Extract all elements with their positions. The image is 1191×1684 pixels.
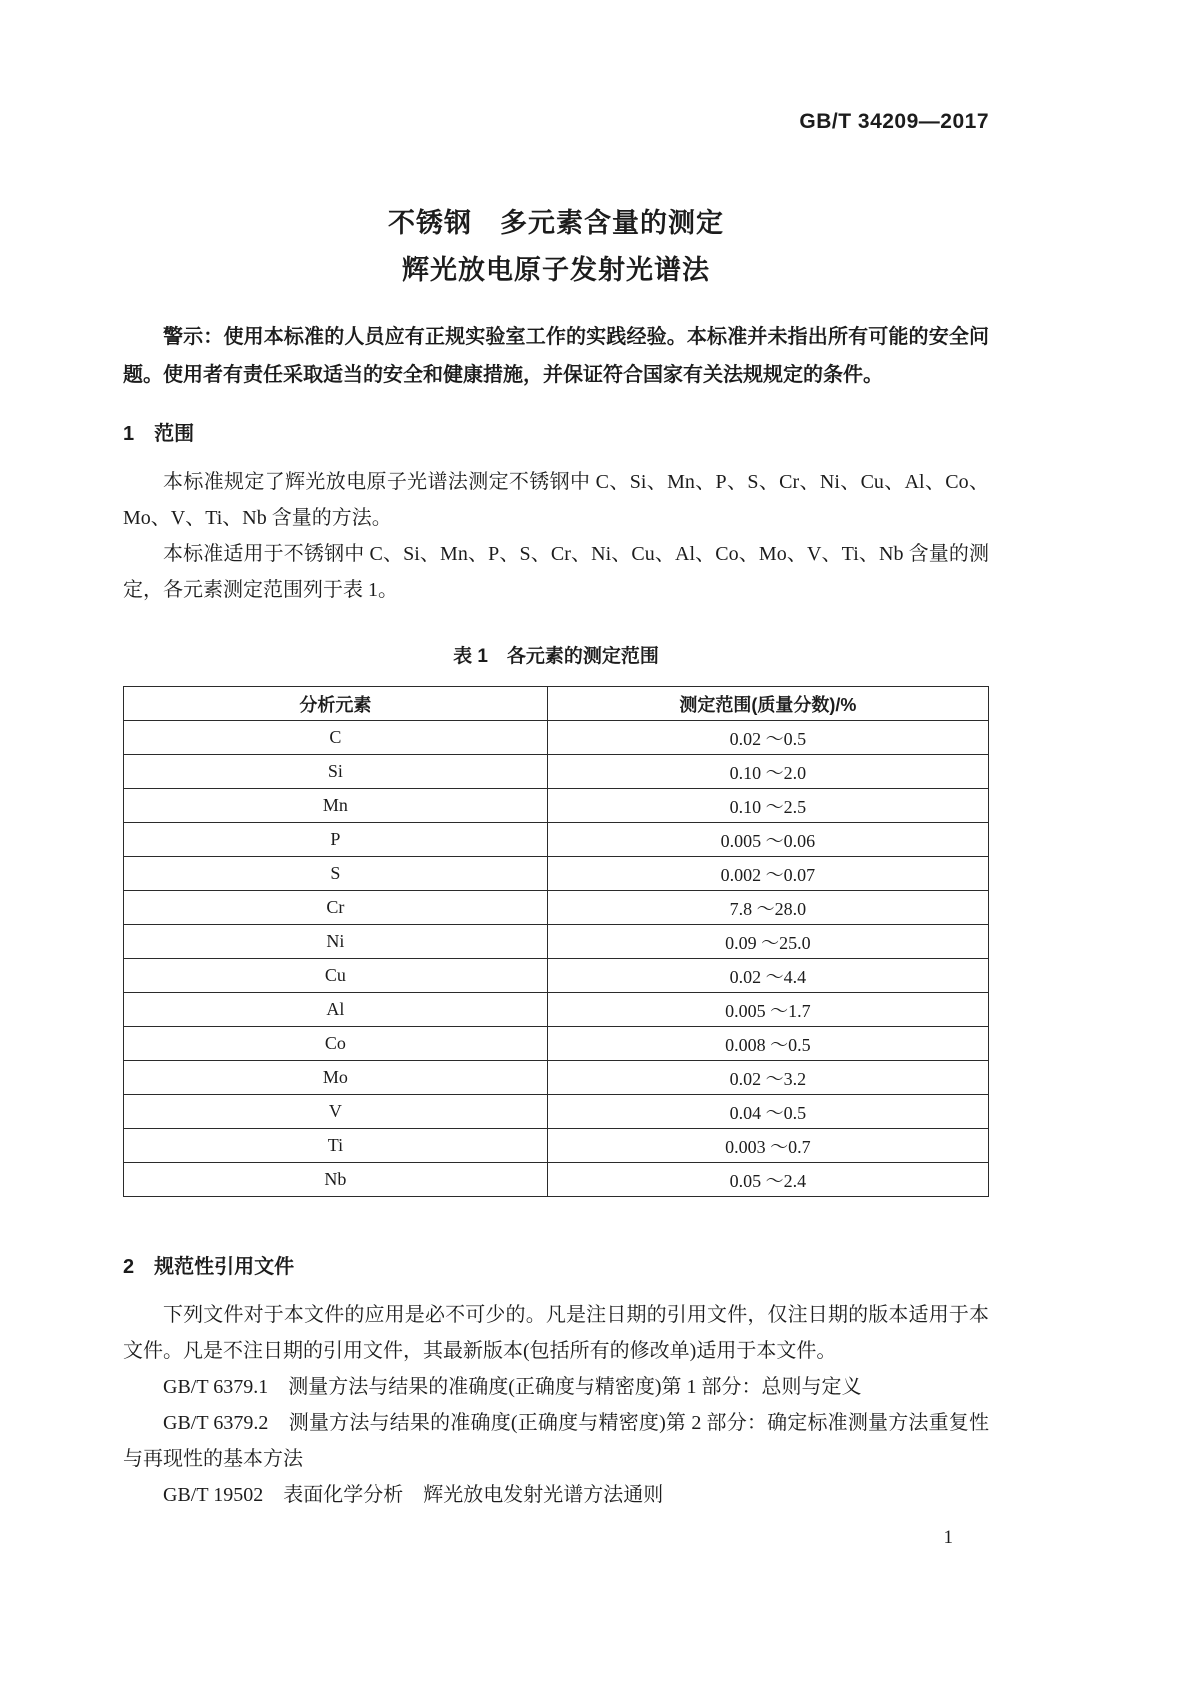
table-caption: 表 1 各元素的测定范围 [453,646,659,667]
doc-number: GB/T 34209—2017 [799,110,989,133]
doc-title-line1: 不锈钢 多元素含量的测定 [388,208,724,238]
range-cell: 0.04 ～0.5 [547,1095,988,1129]
range-cell: 0.002 ～0.07 [547,857,988,891]
reference-item: GB/T 19502 表面化学分析 辉光放电发射光谱方法通则 [163,1484,664,1506]
element-cell: Mn [124,789,548,823]
range-cell: 0.02 ～0.5 [547,721,988,755]
element-cell: Cu [124,959,548,993]
range-cell: 0.02 ～4.4 [547,959,988,993]
element-cell: Cr [124,891,548,925]
table-row [124,1027,989,1061]
table-row [124,993,989,1027]
measurement-range-table [123,686,989,1197]
table-row [124,925,989,959]
range-cell: 0.003 ～0.7 [547,1129,988,1163]
element-cell: Si [124,755,548,789]
table-header-row [124,687,989,721]
section-1-para-1: 本标准规定了辉光放电原子光谱法测定不锈钢中 C、Si、Mn、P、S、Cr、Ni、Cu、Al、Co、Mo、V、Ti、Nb 含量的方法。 [123,471,989,529]
table-header-range: 测定范围(质量分数)/% [547,687,988,721]
range-cell: 0.05 ～2.4 [547,1163,988,1197]
normative-references [123,1369,989,1513]
element-cell: Ti [124,1129,548,1163]
range-cell: 0.10 ～2.0 [547,755,988,789]
doc-title [123,200,989,294]
warning-text: 警示：使用本标准的人员应有正规实验室工作的实践经验。本标准并未指出所有可能的安全问题。使用者有责任采取适当的安全和健康措施，并保证符合国家有关法规规定的条件。 [123,326,989,386]
section-1-heading: 1 范围 [123,423,195,445]
section-2-para-1: 下列文件对于本文件的应用是必不可少的。凡是注日期的引用文件，仅注日期的版本适用于本文件。凡是不注日期的引用文件，其最新版本(包括所有的修改单)适用于本文件。 [123,1304,989,1362]
table-row [124,1163,989,1197]
table-row [124,721,989,755]
element-cell: P [124,823,548,857]
table-header-element: 分析元素 [124,687,548,721]
table-row [124,1095,989,1129]
element-cell: C [124,721,548,755]
range-cell: 0.09 ～25.0 [547,925,988,959]
range-cell: 0.02 ～3.2 [547,1061,988,1095]
doc-title-line2: 辉光放电原子发射光谱法 [402,255,710,285]
element-cell: Ni [124,925,548,959]
reference-item: GB/T 6379.2 测量方法与结果的准确度(正确度与精密度)第 2 部分：确定标准测量方法重复性与再现性的基本方法 [123,1412,989,1470]
range-cell: 0.005 ～0.06 [547,823,988,857]
element-cell: S [124,857,548,891]
table-row [124,789,989,823]
table-row [124,959,989,993]
page-number: 1 [943,1527,953,1548]
table-row [124,755,989,789]
section-2-heading: 2 规范性引用文件 [123,1256,295,1278]
element-cell: Al [124,993,548,1027]
table-row [124,823,989,857]
range-cell: 0.10 ～2.5 [547,789,988,823]
element-cell: V [124,1095,548,1129]
section-1-para-2: 本标准适用于不锈钢中 C、Si、Mn、P、S、Cr、Ni、Cu、Al、Co、Mo、V、Ti、Nb 含量的测定，各元素测定范围列于表 1。 [123,543,989,601]
range-cell: 7.8 ～28.0 [547,891,988,925]
reference-item: GB/T 6379.1 测量方法与结果的准确度(正确度与精密度)第 1 部分：总则与定义 [163,1376,862,1398]
table-row [124,1129,989,1163]
table-row [124,891,989,925]
element-cell: Co [124,1027,548,1061]
table-row [124,1061,989,1095]
element-cell: Mo [124,1061,548,1095]
range-cell: 0.005 ～1.7 [547,993,988,1027]
range-cell: 0.008 ～0.5 [547,1027,988,1061]
table-row [124,857,989,891]
element-cell: Nb [124,1163,548,1197]
